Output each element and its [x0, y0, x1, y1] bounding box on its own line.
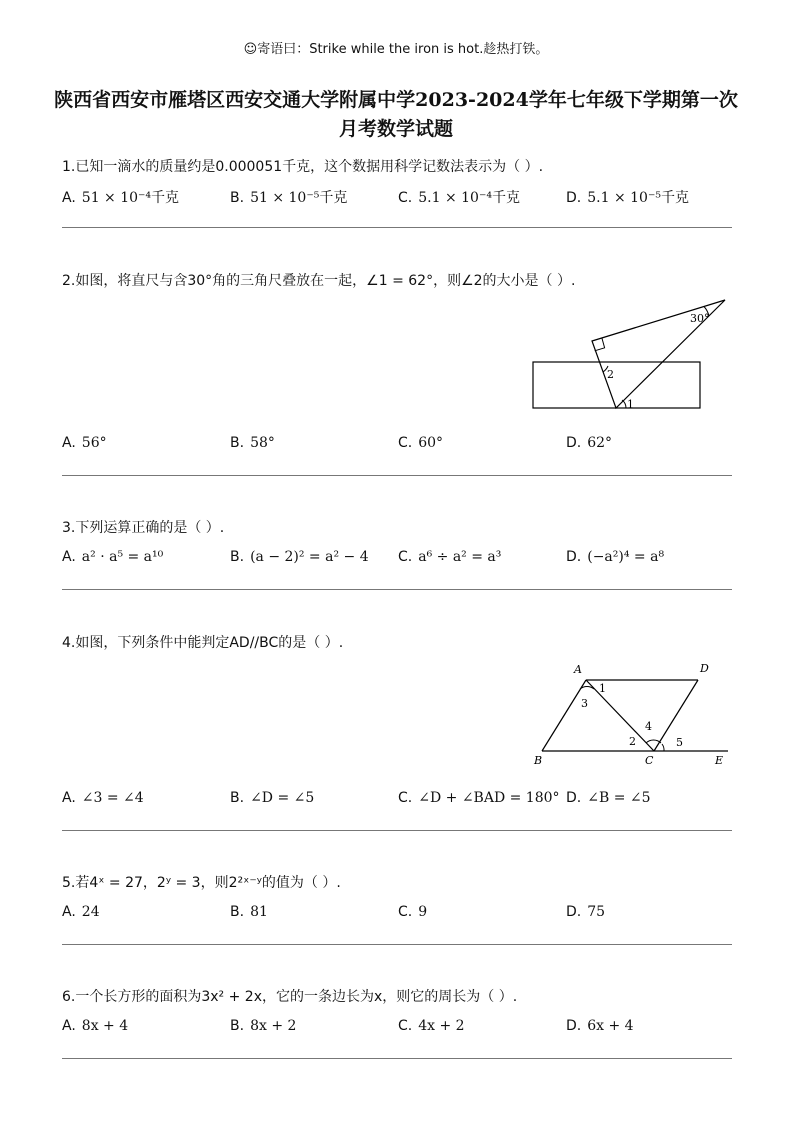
angle-3-label: 3 — [581, 697, 588, 710]
question-6-stem: 6.一个长方形的面积为3x² + 2x，它的一条边长为x，则它的周长为（ ）. — [62, 989, 518, 1005]
option-c[interactable] — [398, 790, 560, 806]
motto-line: ☺寄语曰：Strike while the iron is hot.趁热打铁。 — [243, 42, 549, 57]
segment-ab — [542, 680, 586, 751]
option-value: 24 — [81, 904, 100, 920]
option-value: 5.1 × 10⁻⁵千克 — [587, 190, 689, 206]
option-label: D. — [566, 904, 582, 920]
option-label: B. — [230, 435, 245, 451]
option-a[interactable] — [62, 187, 179, 207]
divider — [62, 830, 732, 831]
question-5-stem: 5.若4ˣ = 27，2ʸ = 3，则2²ˣ⁻ʸ的值为（ ）. — [62, 875, 341, 891]
option-a[interactable] — [62, 790, 144, 806]
angle-2-label: 2 — [629, 735, 636, 748]
option-label: B. — [230, 549, 245, 565]
option-d[interactable] — [566, 1018, 634, 1034]
option-value: a² · a⁵ = a¹⁰ — [81, 549, 164, 565]
option-value: 58° — [250, 435, 275, 451]
point-b-label: B — [534, 754, 543, 767]
option-label: D. — [566, 1018, 582, 1034]
option-value: 62° — [587, 435, 613, 451]
divider — [62, 475, 732, 476]
option-b[interactable] — [230, 904, 268, 920]
ruler-triangle-figure — [530, 296, 730, 414]
question-5-options — [62, 904, 742, 924]
parallelogram-figure — [530, 658, 730, 768]
exam-title — [40, 86, 752, 144]
exam-title-line1: 陕西省西安市雁塔区西安交通大学附属中学2023-2024学年七年级下学期第一次 — [54, 89, 738, 111]
option-c[interactable] — [398, 187, 520, 207]
question-3-stem: 3.下列运算正确的是（ ）. — [62, 520, 225, 536]
option-value: 56° — [81, 435, 107, 451]
option-b[interactable] — [230, 435, 275, 451]
point-c-label: C — [645, 754, 654, 767]
option-value: a⁶ ÷ a² = a³ — [418, 549, 502, 565]
option-label: C. — [398, 435, 413, 451]
option-label: D. — [566, 190, 582, 206]
option-label: C. — [398, 790, 413, 806]
option-value: 8x + 2 — [250, 1018, 297, 1034]
option-a[interactable] — [62, 549, 163, 565]
option-b[interactable] — [230, 549, 369, 565]
option-value: 75 — [587, 904, 606, 920]
option-label: D. — [566, 435, 582, 451]
divider — [62, 944, 732, 945]
divider — [62, 589, 732, 590]
option-value: (−a²)⁴ = a⁸ — [587, 549, 665, 565]
option-a[interactable] — [62, 435, 107, 451]
option-value: 51 × 10⁻⁵千克 — [250, 190, 348, 206]
question-4-options — [62, 790, 742, 810]
option-value: (a − 2)² = a² − 4 — [250, 549, 369, 565]
divider — [62, 227, 732, 228]
segment-ac — [586, 680, 654, 751]
option-label: B. — [230, 904, 245, 920]
option-value: 8x + 4 — [81, 1018, 129, 1034]
option-label: A. — [62, 1018, 76, 1034]
question-1-options — [62, 187, 742, 207]
option-value: 5.1 × 10⁻⁴千克 — [418, 190, 520, 206]
option-label: B. — [230, 790, 245, 806]
option-label: B. — [230, 1018, 245, 1034]
option-label: A. — [62, 435, 76, 451]
option-value: 51 × 10⁻⁴千克 — [81, 190, 180, 206]
angle-1-label: 1 — [627, 398, 634, 411]
angle-2-label: 2 — [607, 368, 614, 381]
exam-title-line2: 月考数学试题 — [338, 118, 453, 140]
option-label: A. — [62, 190, 76, 206]
option-label: D. — [566, 790, 582, 806]
option-label: C. — [398, 190, 413, 206]
option-value: ∠3 = ∠4 — [81, 790, 144, 806]
option-d[interactable] — [566, 187, 689, 207]
option-c[interactable] — [398, 1018, 465, 1034]
option-label: C. — [398, 549, 413, 565]
question-2-options — [62, 435, 742, 455]
option-c[interactable] — [398, 549, 501, 565]
option-d[interactable] — [566, 435, 612, 451]
point-d-label: D — [700, 662, 709, 675]
option-d[interactable] — [566, 904, 605, 920]
ruler-rect — [533, 362, 700, 408]
option-value: ∠B = ∠5 — [587, 790, 651, 806]
angle-5-arc — [662, 744, 664, 751]
divider — [62, 1058, 732, 1059]
option-b[interactable] — [230, 187, 347, 207]
option-a[interactable] — [62, 1018, 128, 1034]
option-value: 9 — [418, 904, 428, 920]
option-d[interactable] — [566, 790, 651, 806]
option-label: A. — [62, 790, 76, 806]
option-label: A. — [62, 549, 76, 565]
option-c[interactable] — [398, 904, 427, 920]
option-value: 60° — [418, 435, 444, 451]
question-6-options — [62, 1018, 742, 1038]
question-4-stem: 4.如图，下列条件中能判定AD//BC的是（ ）. — [62, 635, 344, 651]
option-a[interactable] — [62, 904, 100, 920]
option-value: 6x + 4 — [587, 1018, 634, 1034]
option-label: A. — [62, 904, 76, 920]
option-label: B. — [230, 190, 245, 206]
angle-5-label: 5 — [676, 736, 683, 749]
option-value: ∠D = ∠5 — [250, 790, 315, 806]
angle-1-label: 1 — [599, 682, 606, 695]
option-b[interactable] — [230, 790, 314, 806]
option-c[interactable] — [398, 435, 443, 451]
option-value: ∠D + ∠BAD = 180° — [418, 790, 560, 806]
option-value: 4x + 2 — [418, 1018, 465, 1034]
question-2-stem: 2.如图，将直尺与含30°角的三角尺叠放在一起，∠1 = 62°，则∠2的大小是（ ）. — [62, 273, 576, 289]
option-label: C. — [398, 904, 413, 920]
option-label: D. — [566, 549, 582, 565]
option-d[interactable] — [566, 549, 664, 565]
option-value: 81 — [250, 904, 268, 920]
angle-30-label: 30° — [690, 312, 710, 325]
question-3-options — [62, 549, 742, 569]
angle-4-label: 4 — [645, 720, 652, 733]
option-label: C. — [398, 1018, 413, 1034]
point-e-label: E — [715, 754, 724, 767]
point-a-label: A — [574, 663, 582, 676]
question-1-stem: 1.已知一滴水的质量约是0.000051千克，这个数据用科学记数法表示为（ ）. — [62, 159, 544, 175]
option-b[interactable] — [230, 1018, 296, 1034]
